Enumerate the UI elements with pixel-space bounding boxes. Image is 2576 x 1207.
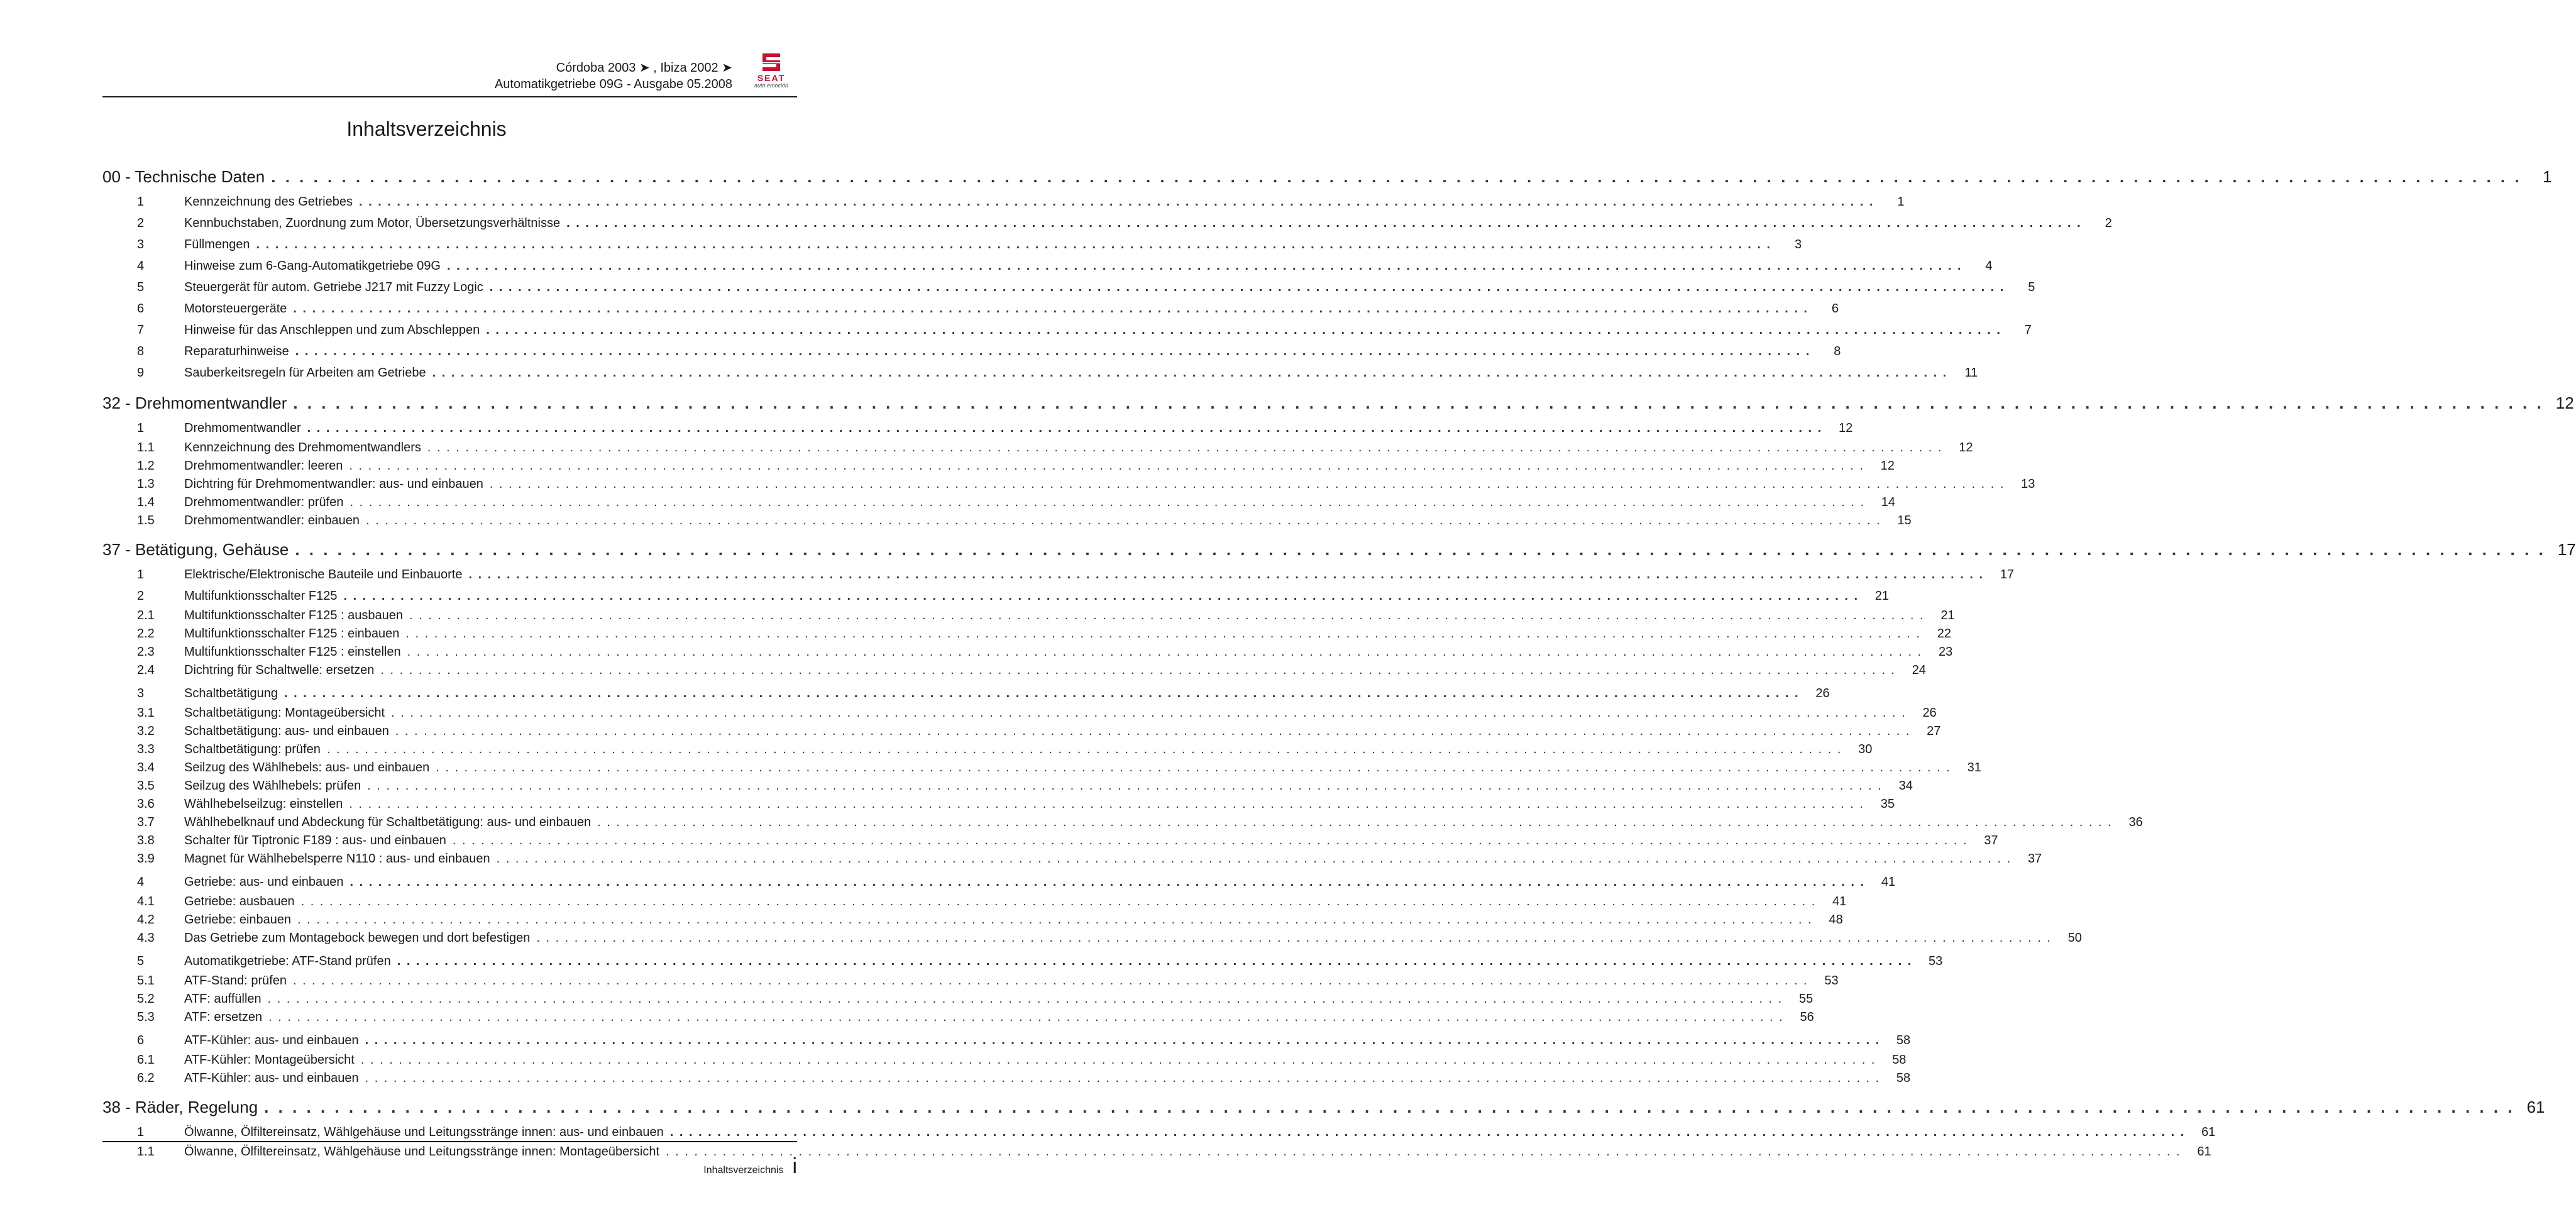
toc-entry[interactable] [102, 1008, 1814, 1027]
toc-entry-number: 2.4 [137, 663, 155, 677]
table-of-contents [102, 162, 2576, 1161]
footer-page-number: i [792, 1154, 797, 1178]
toc-entry-page: 50 [2067, 931, 2082, 945]
dot-leader: . . . . . . . . . . . . . . . . . . . . . . . . . . . . . . . . . . . . . . . . . . . . . . . . . . . . . . . . . . . . . . . . . . . . . . . . . . . . . . . . . . . . . . . . . . . . . . . . . . . . . . . . . . . . . . . . . . . . . . . . . . . . . . . . . . . . . . . . . . . . . . . . . . . . . . . . . . . . . . . . [395, 724, 1911, 738]
toc-entry-number: 3 [137, 238, 145, 251]
toc-entry-number: 3.9 [137, 852, 155, 866]
toc-entry-title: Schaltbetätigung: prüfen [184, 742, 321, 756]
toc-entry-page: 61 [2526, 1098, 2545, 1116]
toc-entry-title: Seilzug des Wählhebels: prüfen [184, 779, 361, 793]
toc-entry-page: 36 [2128, 815, 2143, 829]
toc-entry[interactable] [102, 191, 1905, 212]
seat-logo [746, 52, 797, 89]
dot-leader: . . . . . . . . . . . . . . . . . . . . . . . . . . . . . . . . . . . . . . . . . . . . . . . . . . . . . . . . . . . . . . . . . . . . . . . . . . . . . . . . . . . . . . . . . . . . . . . . . . . . . . . . . . . . . . . . . . . . . . . . . . . . . . . . . . . . . . . . . . . . . . . . . . . . . . . . . . . . . . . . [293, 394, 2544, 412]
dot-leader: . . . . . . . . . . . . . . . . . . . . . . . . . . . . . . . . . . . . . . . . . . . . . . . . . . . . . . . . . . . . . . . . . . . . . . . . . . . . . . . . . . . . . . . . . . . . . . . . . . . . . . . . . . . . . . . . . . . . . . . . . . . . . . . . . . . . . . . . . . . . . . . . . . . . . . . . . . . . . . . . [307, 421, 1823, 435]
toc-entry-number: 3.2 [137, 724, 155, 738]
logo-tagline: auto emoción [754, 82, 789, 89]
dot-leader: . . . . . . . . . . . . . . . . . . . . . . . . . . . . . . . . . . . . . . . . . . . . . . . . . . . . . . . . . . . . . . . . . . . . . . . . . . . . . . . . . . . . . . . . . . . . . . . . . . . . . . . . . . . . . . . . . . . . . . . . . . . . . . . . . . . . . . . . . . . . . . . . . . . . . . . . . . . . . . . . [326, 742, 1842, 756]
toc-entry[interactable] [102, 1051, 1907, 1069]
header-model-line: Córdoba 2003 ➤ , Ibiza 2002 ➤ [556, 61, 732, 75]
toc-entry-number: 6 [137, 1033, 145, 1047]
toc-entry-title: Kennbuchstaben, Zuordnung zum Motor, Übersetzungsverhältnisse [184, 216, 561, 230]
dot-leader: . . . . . . . . . . . . . . . . . . . . . . . . . . . . . . . . . . . . . . . . . . . . . . . . . . . . . . . . . . . . . . . . . . . . . . . . . . . . . . . . . . . . . . . . . . . . . . . . . . . . . . . . . . . . . . . . . . . . . . . . . . . . . . . . . . . . . . . . . . . . . . . . . . . . . . . . . . . . . . . . [536, 931, 2052, 945]
toc-entry[interactable] [102, 661, 1926, 680]
page-header [102, 60, 797, 99]
toc-entry[interactable] [102, 741, 1873, 759]
toc-entry-title: 37 - Betätigung, Gehäuse [102, 540, 289, 559]
toc-entry-title: ATF-Kühler: aus- und einbauen [184, 1071, 359, 1085]
toc-entry-page: 21 [1940, 609, 1955, 622]
toc-entry-title: Multifunktionsschalter F125 : einstellen [184, 645, 401, 659]
dot-leader: . . . . . . . . . . . . . . . . . . . . . . . . . . . . . . . . . . . . . . . . . . . . . . . . . . . . . . . . . . . . . . . . . . . . . . . . . . . . . . . . . . . . . . . . . . . . . . . . . . . . . . . . . . . . . . . . . . . . . . . . . . . . . . . . . . . . . . . . . . . . . . . . . . . . . . . . . . . . . . . . [293, 974, 1808, 988]
toc-entry-title: Steuergerät für autom. Getriebe J217 mit Fuzzy Logic [184, 280, 483, 294]
toc-entry[interactable] [102, 643, 1953, 661]
toc-entry-page: 56 [1800, 1010, 1814, 1024]
toc-entry[interactable] [102, 1143, 2211, 1161]
toc-entry-number: 3.5 [137, 779, 155, 793]
dot-leader: . . . . . . . . . . . . . . . . . . . . . . . . . . . . . . . . . . . . . . . . . . . . . . . . . . . . . . . . . . . . . . . . . . . . . . . . . . . . . . . . . . . . . . . . . . . . . . . . . . . . . . . . . . . . . . . . . . . . . . . . . . . . . . . . . . . . . . . . . . . . . . . . . . . . . . . . . . . . . . . . [295, 344, 1811, 358]
dot-leader: . . . . . . . . . . . . . . . . . . . . . . . . . . . . . . . . . . . . . . . . . . . . . . . . . . . . . . . . . . . . . . . . . . . . . . . . . . . . . . . . . . . . . . . . . . . . . . . . . . . . . . . . . . . . . . . . . . . . . . . . . . . . . . . . . . . . . . . . . . . . . . . . . . . . . . . . . . . . . . . . [295, 540, 2546, 559]
toc-entry[interactable] [102, 813, 2143, 832]
toc-entry[interactable] [102, 585, 1890, 607]
toc-entry-number: 6.1 [137, 1053, 155, 1067]
toc-entry-page: 23 [1938, 645, 1953, 659]
toc-entry[interactable] [102, 439, 1973, 457]
toc-entry[interactable] [102, 607, 1955, 625]
toc-entry[interactable] [102, 1093, 2545, 1122]
toc-entry[interactable] [102, 457, 1895, 475]
toc-entry[interactable] [102, 234, 1802, 255]
toc-entry-title: Wählhebelseilzug: einstellen [184, 797, 343, 811]
toc-entry[interactable] [102, 298, 1839, 319]
toc-entry-number: 5.1 [137, 974, 155, 988]
toc-entry-number: 5 [137, 280, 145, 294]
toc-entry-page: 41 [1881, 875, 1896, 889]
toc-entry[interactable] [102, 493, 1896, 512]
toc-entry-title: ATF-Kühler: Montageübersicht [184, 1053, 355, 1067]
toc-entry-page: 48 [1829, 913, 1843, 927]
toc-entry-page: 34 [1898, 779, 1913, 793]
toc-entry[interactable] [102, 911, 1843, 929]
toc-entry-title: Drehmomentwandler: leeren [184, 459, 343, 473]
toc-entry-page: 12 [1880, 459, 1895, 473]
toc-entry-title: 32 - Drehmomentwandler [102, 394, 287, 412]
toc-entry-title: Drehmomentwandler: prüfen [184, 495, 344, 509]
dot-leader: . . . . . . . . . . . . . . . . . . . . . . . . . . . . . . . . . . . . . . . . . . . . . . . . . . . . . . . . . . . . . . . . . . . . . . . . . . . . . . . . . . . . . . . . . . . . . . . . . . . . . . . . . . . . . . . . . . . . . . . . . . . . . . . . . . . . . . . . . . . . . . . . . . . . . . . . . . . . . . . . [427, 441, 1943, 455]
dot-leader: . . . . . . . . . . . . . . . . . . . . . . . . . . . . . . . . . . . . . . . . . . . . . . . . . . . . . . . . . . . . . . . . . . . . . . . . . . . . . . . . . . . . . . . . . . . . . . . . . . . . . . . . . . . . . . . . . . . . . . . . . . . . . . . . . . . . . . . . . . . . . . . . . . . . . . . . . . . . . . . . [496, 852, 2012, 866]
dot-leader: . . . . . . . . . . . . . . . . . . . . . . . . . . . . . . . . . . . . . . . . . . . . . . . . . . . . . . . . . . . . . . . . . . . . . . . . . . . . . . . . . . . . . . . . . . . . . . . . . . . . . . . . . . . . . . . . . . . . . . . . . . . . . . . . . . . . . . . . . . . . . . . . . . . . . . . . . . . . . . . . [489, 280, 2005, 294]
toc-entry-number: 5.2 [137, 992, 155, 1006]
dot-leader: . . . . . . . . . . . . . . . . . . . . . . . . . . . . . . . . . . . . . . . . . . . . . . . . . . . . . . . . . . . . . . . . . . . . . . . . . . . . . . . . . . . . . . . . . . . . . . . . . . . . . . . . . . . . . . . . . . . . . . . . . . . . . . . . . . . . . . . . . . . . . . . . . . . . . . . . . . . . . . . . [358, 195, 1874, 209]
toc-entry-title: Getriebe: aus- und einbauen [184, 875, 344, 889]
dot-leader: . . . . . . . . . . . . . . . . . . . . . . . . . . . . . . . . . . . . . . . . . . . . . . . . . . . . . . . . . . . . . . . . . . . . . . . . . . . . . . . . . . . . . . . . . . . . . . . . . . . . . . . . . . . . . . . . . . . . . . . . . . . . . . . . . . . . . . . . . . . . . . . . . . . . . . . . . . . . . . . . [284, 686, 1800, 700]
toc-entry-title: Schaltbetätigung [184, 686, 278, 700]
toc-entry[interactable] [102, 972, 1839, 990]
toc-entry[interactable] [102, 777, 1913, 795]
toc-entry[interactable] [102, 1122, 2216, 1143]
dot-leader: . . . . . . . . . . . . . . . . . . . . . . . . . . . . . . . . . . . . . . . . . . . . . . . . . . . . . . . . . . . . . . . . . . . . . . . . . . . . . . . . . . . . . . . . . . . . . . . . . . . . . . . . . . . . . . . . . . . . . . . . . . . . . . . . . . . . . . . . . . . . . . . . . . . . . . . . . . . . . . . . [666, 1145, 2181, 1159]
toc-entry-number: 6.2 [137, 1071, 155, 1085]
toc-entry-number: 1.5 [137, 514, 155, 527]
toc-entry[interactable] [102, 704, 1937, 722]
dot-leader: . . . . . . . . . . . . . . . . . . . . . . . . . . . . . . . . . . . . . . . . . . . . . . . . . . . . . . . . . . . . . . . . . . . . . . . . . . . . . . . . . . . . . . . . . . . . . . . . . . . . . . . . . . . . . . . . . . . . . . . . . . . . . . . . . . . . . . . . . . . . . . . . . . . . . . . . . . . . . . . . [349, 797, 1864, 811]
toc-entry-page: 53 [1929, 954, 1943, 968]
toc-entry[interactable] [102, 1030, 1911, 1051]
toc-entry-page: 17 [2557, 540, 2576, 559]
toc-entry[interactable] [102, 951, 1943, 972]
logo-wordmark: SEAT [757, 73, 786, 83]
toc-entry-page: 55 [1798, 992, 1814, 1006]
toc-entry[interactable] [102, 535, 2576, 564]
toc-entry-number: 7 [137, 323, 145, 337]
page-title: Inhaltsverzeichnis [346, 118, 507, 140]
toc-entry[interactable] [102, 277, 2035, 298]
dot-leader: . . . . . . . . . . . . . . . . . . . . . . . . . . . . . . . . . . . . . . . . . . . . . . . . . . . . . . . . . . . . . . . . . . . . . . . . . . . . . . . . . . . . . . . . . . . . . . . . . . . . . . . . . . . . . . . . . . . . . . . . . . . . . . . . . . . . . . . . . . . . . . . . . . . . . . . . . . . . . . . . [432, 366, 1948, 380]
toc-entry-number: 2.2 [137, 627, 155, 641]
dot-leader: . . . . . . . . . . . . . . . . . . . . . . . . . . . . . . . . . . . . . . . . . . . . . . . . . . . . . . . . . . . . . . . . . . . . . . . . . . . . . . . . . . . . . . . . . . . . . . . . . . . . . . . . . . . . . . . . . . . . . . . . . . . . . . . . . . . . . . . . . . . . . . . . . . . . . . . . . . . . . . . . [380, 663, 1896, 677]
toc-entry-number: 3.8 [137, 834, 155, 847]
toc-entry-number: 4.1 [137, 895, 155, 908]
dot-leader: . . . . . . . . . . . . . . . . . . . . . . . . . . . . . . . . . . . . . . . . . . . . . . . . . . . . . . . . . . . . . . . . . . . . . . . . . . . . . . . . . . . . . . . . . . . . . . . . . . . . . . . . . . . . . . . . . . . . . . . . . . . . . . . . . . . . . . . . . . . . . . . . . . . . . . . . . . . . . . . . [268, 1010, 1784, 1024]
toc-entry-page: 17 [2000, 568, 2015, 581]
toc-entry-page: 30 [1858, 742, 1873, 756]
toc-entry-title: Drehmomentwandler [184, 421, 301, 435]
toc-entry-page: 15 [1897, 514, 1912, 527]
toc-entry-title: Elektrische/Elektronische Bauteile und Einbauorte [184, 568, 463, 581]
toc-entry-title: Füllmengen [184, 238, 250, 251]
footer-label: Inhaltsverzeichnis [703, 1165, 784, 1176]
toc-entry-title: Das Getriebe zum Montagebock bewegen und dort befestigen [184, 931, 531, 945]
toc-entry-page: 3 [1794, 238, 1802, 251]
dot-leader: . . . . . . . . . . . . . . . . . . . . . . . . . . . . . . . . . . . . . . . . . . . . . . . . . . . . . . . . . . . . . . . . . . . . . . . . . . . . . . . . . . . . . . . . . . . . . . . . . . . . . . . . . . . . . . . . . . . . . . . . . . . . . . . . . . . . . . . . . . . . . . . . . . . . . . . . . . . . . . . . [293, 302, 1808, 316]
toc-entry-page: 5 [2028, 280, 2035, 294]
toc-entry-number: 2.3 [137, 645, 155, 659]
dot-leader: . . . . . . . . . . . . . . . . . . . . . . . . . . . . . . . . . . . . . . . . . . . . . . . . . . . . . . . . . . . . . . . . . . . . . . . . . . . . . . . . . . . . . . . . . . . . . . . . . . . . . . . . . . . . . . . . . . . . . . . . . . . . . . . . . . . . . . . . . . . . . . . . . . . . . . . . . . . . . . . . [256, 238, 1772, 251]
toc-entry-number: 3.7 [137, 815, 155, 829]
header-text [495, 60, 732, 92]
toc-entry-title: Dichtring für Schaltwelle: ersetzen [184, 663, 375, 677]
toc-entry-number: 5.3 [137, 1010, 155, 1024]
toc-entry-page: 58 [1896, 1071, 1911, 1085]
toc-entry[interactable] [102, 893, 1847, 911]
dot-leader: . . . . . . . . . . . . . . . . . . . . . . . . . . . . . . . . . . . . . . . . . . . . . . . . . . . . . . . . . . . . . . . . . . . . . . . . . . . . . . . . . . . . . . . . . . . . . . . . . . . . . . . . . . . . . . . . . . . . . . . . . . . . . . . . . . . . . . . . . . . . . . . . . . . . . . . . . . . . . . . . [446, 259, 1962, 273]
toc-entry[interactable] [102, 162, 2552, 191]
toc-entry-title: ATF: ersetzen [184, 1010, 263, 1024]
toc-entry-title: Drehmomentwandler: einbauen [184, 514, 360, 527]
toc-entry-title: Automatikgetriebe: ATF-Stand prüfen [184, 954, 391, 968]
toc-entry-number: 1 [137, 195, 145, 209]
toc-entry-number: 3.1 [137, 706, 155, 720]
toc-entry-title: Ölwanne, Ölfiltereinsatz, Wählgehäuse und Leitungsstränge innen: aus- und einbauen [184, 1125, 664, 1139]
toc-entry[interactable] [102, 341, 1841, 362]
toc-entry-number: 2.1 [137, 609, 155, 622]
dot-leader: . . . . . . . . . . . . . . . . . . . . . . . . . . . . . . . . . . . . . . . . . . . . . . . . . . . . . . . . . . . . . . . . . . . . . . . . . . . . . . . . . . . . . . . . . . . . . . . . . . . . . . . . . . . . . . . . . . . . . . . . . . . . . . . . . . . . . . . . . . . . . . . . . . . . . . . . . . . . . . . . [264, 1098, 2515, 1116]
toc-entry-title: Seilzug des Wählhebels: aus- und einbauen [184, 761, 430, 774]
toc-entry[interactable] [102, 722, 1941, 741]
toc-entry-page: 37 [2027, 852, 2042, 866]
dot-leader: . . . . . . . . . . . . . . . . . . . . . . . . . . . . . . . . . . . . . . . . . . . . . . . . . . . . . . . . . . . . . . . . . . . . . . . . . . . . . . . . . . . . . . . . . . . . . . . . . . . . . . . . . . . . . . . . . . . . . . . . . . . . . . . . . . . . . . . . . . . . . . . . . . . . . . . . . . . . . . . . [367, 779, 1883, 793]
toc-entry-title: Schalter für Tiptronic F189 : aus- und einbauen [184, 834, 446, 847]
toc-entry-number: 3 [137, 686, 145, 700]
toc-entry-title: Multifunktionsschalter F125 : ausbauen [184, 609, 403, 622]
toc-entry-page: 41 [1832, 895, 1847, 908]
dot-leader: . . . . . . . . . . . . . . . . . . . . . . . . . . . . . . . . . . . . . . . . . . . . . . . . . . . . . . . . . . . . . . . . . . . . . . . . . . . . . . . . . . . . . . . . . . . . . . . . . . . . . . . . . . . . . . . . . . . . . . . . . . . . . . . . . . . . . . . . . . . . . . . . . . . . . . . . . . . . . . . . [297, 913, 1813, 927]
seat-s-emblem-icon [759, 52, 783, 73]
toc-entry-number: 4 [137, 875, 145, 889]
toc-entry[interactable] [102, 795, 1895, 813]
toc-entry-page: 4 [1985, 259, 1993, 273]
toc-entry[interactable] [102, 362, 1978, 383]
toc-entry-title: Magnet für Wählhebelsperre N110 : aus- und einbauen [184, 852, 490, 866]
dot-leader: . . . . . . . . . . . . . . . . . . . . . . . . . . . . . . . . . . . . . . . . . . . . . . . . . . . . . . . . . . . . . . . . . . . . . . . . . . . . . . . . . . . . . . . . . . . . . . . . . . . . . . . . . . . . . . . . . . . . . . . . . . . . . . . . . . . . . . . . . . . . . . . . . . . . . . . . . . . . . . . . [397, 954, 1913, 968]
toc-entry-number: 1 [137, 1125, 145, 1139]
toc-entry-number: 1.4 [137, 495, 155, 509]
toc-entry-title: Dichtring für Drehmomentwandler: aus- und einbauen [184, 477, 483, 491]
toc-entry-page: 13 [2021, 477, 2035, 491]
toc-entry-page: 58 [1896, 1033, 1911, 1047]
toc-entry-page: 21 [1874, 589, 1890, 603]
page-footer [703, 1155, 797, 1177]
toc-entry-number: 9 [137, 366, 145, 380]
toc-entry-page: 12 [1838, 421, 1853, 435]
dot-leader: . . . . . . . . . . . . . . . . . . . . . . . . . . . . . . . . . . . . . . . . . . . . . . . . . . . . . . . . . . . . . . . . . . . . . . . . . . . . . . . . . . . . . . . . . . . . . . . . . . . . . . . . . . . . . . . . . . . . . . . . . . . . . . . . . . . . . . . . . . . . . . . . . . . . . . . . . . . . . . . . [405, 627, 1921, 641]
toc-entry-page: 35 [1880, 797, 1895, 811]
toc-entry-number: 1.1 [137, 1145, 155, 1159]
toc-entry-page: 61 [2197, 1145, 2211, 1159]
toc-entry[interactable] [102, 512, 1912, 530]
toc-entry[interactable] [102, 319, 2032, 341]
toc-entry[interactable] [102, 929, 2082, 947]
toc-entry-number: 1.1 [137, 441, 155, 455]
toc-entry-title: Hinweise für das Anschleppen und zum Abschleppen [184, 323, 480, 337]
toc-entry-page: 11 [1964, 366, 1978, 380]
toc-entry[interactable] [102, 832, 1998, 850]
toc-entry-page: 6 [1831, 302, 1839, 316]
toc-entry-title: ATF: auffüllen [184, 992, 261, 1006]
toc-entry[interactable] [102, 871, 1896, 893]
toc-entry-title: Motorsteuergeräte [184, 302, 287, 316]
toc-entry-page: 22 [1937, 627, 1951, 641]
dot-leader: . . . . . . . . . . . . . . . . . . . . . . . . . . . . . . . . . . . . . . . . . . . . . . . . . . . . . . . . . . . . . . . . . . . . . . . . . . . . . . . . . . . . . . . . . . . . . . . . . . . . . . . . . . . . . . . . . . . . . . . . . . . . . . . . . . . . . . . . . . . . . . . . . . . . . . . . . . . . . . . . [409, 609, 1925, 622]
dot-leader: . . . . . . . . . . . . . . . . . . . . . . . . . . . . . . . . . . . . . . . . . . . . . . . . . . . . . . . . . . . . . . . . . . . . . . . . . . . . . . . . . . . . . . . . . . . . . . . . . . . . . . . . . . . . . . . . . . . . . . . . . . . . . . . . . . . . . . . . . . . . . . . . . . . . . . . . . . . . . . . . [597, 815, 2113, 829]
dot-leader: . . . . . . . . . . . . . . . . . . . . . . . . . . . . . . . . . . . . . . . . . . . . . . . . . . . . . . . . . . . . . . . . . . . . . . . . . . . . . . . . . . . . . . . . . . . . . . . . . . . . . . . . . . . . . . . . . . . . . . . . . . . . . . . . . . . . . . . . . . . . . . . . . . . . . . . . . . . . . . . . [436, 761, 1951, 774]
toc-entry-title: Sauberkeitsregeln für Arbeiten am Getriebe [184, 366, 426, 380]
toc-entry-number: 4.3 [137, 931, 155, 945]
dot-leader: . . . . . . . . . . . . . . . . . . . . . . . . . . . . . . . . . . . . . . . . . . . . . . . . . . . . . . . . . . . . . . . . . . . . . . . . . . . . . . . . . . . . . . . . . . . . . . . . . . . . . . . . . . . . . . . . . . . . . . . . . . . . . . . . . . . . . . . . . . . . . . . . . . . . . . . . . . . . . . . . [366, 514, 1881, 527]
toc-entry[interactable] [102, 1069, 1911, 1088]
toc-entry-page: 26 [1922, 706, 1937, 720]
toc-entry[interactable] [102, 255, 1993, 277]
dot-leader: . . . . . . . . . . . . . . . . . . . . . . . . . . . . . . . . . . . . . . . . . . . . . . . . . . . . . . . . . . . . . . . . . . . . . . . . . . . . . . . . . . . . . . . . . . . . . . . . . . . . . . . . . . . . . . . . . . . . . . . . . . . . . . . . . . . . . . . . . . . . . . . . . . . . . . . . . . . . . . . . [267, 992, 1783, 1006]
footer-divider [102, 1141, 797, 1142]
toc-entry-title: Kennzeichnung des Getriebes [184, 195, 353, 209]
toc-entry-title: Getriebe: einbauen [184, 913, 292, 927]
dot-leader: . . . . . . . . . . . . . . . . . . . . . . . . . . . . . . . . . . . . . . . . . . . . . . . . . . . . . . . . . . . . . . . . . . . . . . . . . . . . . . . . . . . . . . . . . . . . . . . . . . . . . . . . . . . . . . . . . . . . . . . . . . . . . . . . . . . . . . . . . . . . . . . . . . . . . . . . . . . . . . . . [391, 706, 1907, 720]
toc-entry-page: 1 [1897, 195, 1905, 209]
toc-entry-title: Hinweise zum 6-Gang-Automatikgetriebe 09G [184, 259, 441, 273]
toc-entry-title: Getriebe: ausbauen [184, 895, 295, 908]
toc-entry-number: 2 [137, 216, 145, 230]
toc-entry[interactable] [102, 625, 1951, 643]
toc-entry-title: 00 - Technische Daten [102, 167, 265, 186]
toc-entry-number: 2 [137, 589, 145, 603]
toc-entry[interactable] [102, 475, 2035, 493]
toc-entry-page: 8 [1834, 344, 1841, 358]
dot-leader: . . . . . . . . . . . . . . . . . . . . . . . . . . . . . . . . . . . . . . . . . . . . . . . . . . . . . . . . . . . . . . . . . . . . . . . . . . . . . . . . . . . . . . . . . . . . . . . . . . . . . . . . . . . . . . . . . . . . . . . . . . . . . . . . . . . . . . . . . . . . . . . . . . . . . . . . . . . . . . . . [365, 1071, 1881, 1085]
dot-leader: . . . . . . . . . . . . . . . . . . . . . . . . . . . . . . . . . . . . . . . . . . . . . . . . . . . . . . . . . . . . . . . . . . . . . . . . . . . . . . . . . . . . . . . . . . . . . . . . . . . . . . . . . . . . . . . . . . . . . . . . . . . . . . . . . . . . . . . . . . . . . . . . . . . . . . . . . . . . . . . . [407, 645, 1923, 659]
toc-entry-page: 24 [1912, 663, 1926, 677]
header-divider [102, 96, 797, 97]
toc-entry-page: 2 [2105, 216, 2112, 230]
dot-leader: . . . . . . . . . . . . . . . . . . . . . . . . . . . . . . . . . . . . . . . . . . . . . . . . . . . . . . . . . . . . . . . . . . . . . . . . . . . . . . . . . . . . . . . . . . . . . . . . . . . . . . . . . . . . . . . . . . . . . . . . . . . . . . . . . . . . . . . . . . . . . . . . . . . . . . . . . . . . . . . . [350, 875, 1866, 889]
toc-entry-page: 12 [1959, 441, 1973, 455]
toc-entry-title: Kennzeichnung des Drehmomentwandlers [184, 441, 421, 455]
toc-entry-page: 37 [1984, 834, 1998, 847]
toc-entry-number: 3.4 [137, 761, 155, 774]
toc-entry[interactable] [102, 564, 2015, 585]
toc-entry-number: 1.2 [137, 459, 155, 473]
toc-entry-page: 26 [1815, 686, 1830, 700]
toc-entry-title: Schaltbetätigung: Montageübersicht [184, 706, 385, 720]
toc-entry-title: Multifunktionsschalter F125 : einbauen [184, 627, 400, 641]
dot-leader: . . . . . . . . . . . . . . . . . . . . . . . . . . . . . . . . . . . . . . . . . . . . . . . . . . . . . . . . . . . . . . . . . . . . . . . . . . . . . . . . . . . . . . . . . . . . . . . . . . . . . . . . . . . . . . . . . . . . . . . . . . . . . . . . . . . . . . . . . . . . . . . . . . . . . . . . . . . . . . . . [350, 495, 1866, 509]
toc-entry-page: 12 [2555, 394, 2574, 412]
dot-leader: . . . . . . . . . . . . . . . . . . . . . . . . . . . . . . . . . . . . . . . . . . . . . . . . . . . . . . . . . . . . . . . . . . . . . . . . . . . . . . . . . . . . . . . . . . . . . . . . . . . . . . . . . . . . . . . . . . . . . . . . . . . . . . . . . . . . . . . . . . . . . . . . . . . . . . . . . . . . . . . . [349, 459, 1864, 473]
toc-entry-number: 1.3 [137, 477, 155, 491]
toc-entry-page: 58 [1892, 1053, 1907, 1067]
toc-entry-number: 5 [137, 954, 145, 968]
toc-entry-title: Wählhebelknauf und Abdeckung für Schaltbetätigung: aus- und einbauen [184, 815, 592, 829]
toc-entry[interactable] [102, 389, 2574, 417]
header-edition-line: Automatikgetriebe 09G - Ausgabe 05.2008 [494, 77, 732, 91]
toc-entry[interactable] [102, 850, 2042, 868]
toc-entry-page: 1 [2543, 167, 2552, 186]
toc-entry-number: 1 [137, 421, 145, 435]
dot-leader: . . . . . . . . . . . . . . . . . . . . . . . . . . . . . . . . . . . . . . . . . . . . . . . . . . . . . . . . . . . . . . . . . . . . . . . . . . . . . . . . . . . . . . . . . . . . . . . . . . . . . . . . . . . . . . . . . . . . . . . . . . . . . . . . . . . . . . . . . . . . . . . . . . . . . . . . . . . . . . . . [452, 834, 1968, 847]
dot-leader: . . . . . . . . . . . . . . . . . . . . . . . . . . . . . . . . . . . . . . . . . . . . . . . . . . . . . . . . . . . . . . . . . . . . . . . . . . . . . . . . . . . . . . . . . . . . . . . . . . . . . . . . . . . . . . . . . . . . . . . . . . . . . . . . . . . . . . . . . . . . . . . . . . . . . . . . . . . . . . . . [343, 589, 1859, 603]
dot-leader: . . . . . . . . . . . . . . . . . . . . . . . . . . . . . . . . . . . . . . . . . . . . . . . . . . . . . . . . . . . . . . . . . . . . . . . . . . . . . . . . . . . . . . . . . . . . . . . . . . . . . . . . . . . . . . . . . . . . . . . . . . . . . . . . . . . . . . . . . . . . . . . . . . . . . . . . . . . . . . . . [486, 323, 2001, 337]
dot-leader: . . . . . . . . . . . . . . . . . . . . . . . . . . . . . . . . . . . . . . . . . . . . . . . . . . . . . . . . . . . . . . . . . . . . . . . . . . . . . . . . . . . . . . . . . . . . . . . . . . . . . . . . . . . . . . . . . . . . . . . . . . . . . . . . . . . . . . . . . . . . . . . . . . . . . . . . . . . . . . . . [365, 1033, 1881, 1047]
toc-entry-page: 7 [2024, 323, 2032, 337]
toc-entry-title: Ölwanne, Ölfiltereinsatz, Wählgehäuse und Leitungsstränge innen: Montageübersicht [184, 1145, 660, 1159]
toc-entry[interactable] [102, 212, 2112, 234]
toc-entry-title: 38 - Räder, Regelung [102, 1098, 258, 1116]
toc-entry-title: Reparaturhinweise [184, 344, 289, 358]
toc-entry-title: Multifunktionsschalter F125 [184, 589, 338, 603]
dot-leader: . . . . . . . . . . . . . . . . . . . . . . . . . . . . . . . . . . . . . . . . . . . . . . . . . . . . . . . . . . . . . . . . . . . . . . . . . . . . . . . . . . . . . . . . . . . . . . . . . . . . . . . . . . . . . . . . . . . . . . . . . . . . . . . . . . . . . . . . . . . . . . . . . . . . . . . . . . . . . . . . [566, 216, 2082, 230]
toc-entry-number: 1 [137, 568, 145, 581]
toc-entry-page: 31 [1967, 761, 1981, 774]
toc-entry-number: 4.2 [137, 913, 155, 927]
toc-entry[interactable] [102, 759, 1981, 777]
dot-leader: . . . . . . . . . . . . . . . . . . . . . . . . . . . . . . . . . . . . . . . . . . . . . . . . . . . . . . . . . . . . . . . . . . . . . . . . . . . . . . . . . . . . . . . . . . . . . . . . . . . . . . . . . . . . . . . . . . . . . . . . . . . . . . . . . . . . . . . . . . . . . . . . . . . . . . . . . . . . . . . . [300, 895, 1817, 908]
toc-entry-number: 6 [137, 302, 145, 316]
toc-entry[interactable] [102, 417, 1853, 439]
toc-entry-page: 61 [2201, 1125, 2216, 1139]
dot-leader: . . . . . . . . . . . . . . . . . . . . . . . . . . . . . . . . . . . . . . . . . . . . . . . . . . . . . . . . . . . . . . . . . . . . . . . . . . . . . . . . . . . . . . . . . . . . . . . . . . . . . . . . . . . . . . . . . . . . . . . . . . . . . . . . . . . . . . . . . . . . . . . . . . . . . . . . . . . . . . . . [468, 568, 1984, 581]
dot-leader: . . . . . . . . . . . . . . . . . . . . . . . . . . . . . . . . . . . . . . . . . . . . . . . . . . . . . . . . . . . . . . . . . . . . . . . . . . . . . . . . . . . . . . . . . . . . . . . . . . . . . . . . . . . . . . . . . . . . . . . . . . . . . . . . . . . . . . . . . . . . . . . . . . . . . . . . . . . . . . . . [360, 1053, 1876, 1067]
toc-entry-number: 8 [137, 344, 145, 358]
toc-entry[interactable] [102, 683, 1830, 704]
toc-entry-title: Schaltbetätigung: aus- und einbauen [184, 724, 389, 738]
toc-entry-number: 3.3 [137, 742, 155, 756]
toc-entry[interactable] [102, 990, 1814, 1008]
toc-entry-title: ATF-Kühler: aus- und einbauen [184, 1033, 359, 1047]
toc-entry-page: 27 [1927, 724, 1941, 738]
toc-entry-title: ATF-Stand: prüfen [184, 974, 287, 988]
toc-entry-page: 14 [1881, 495, 1896, 509]
toc-entry-number: 4 [137, 259, 145, 273]
dot-leader: . . . . . . . . . . . . . . . . . . . . . . . . . . . . . . . . . . . . . . . . . . . . . . . . . . . . . . . . . . . . . . . . . . . . . . . . . . . . . . . . . . . . . . . . . . . . . . . . . . . . . . . . . . . . . . . . . . . . . . . . . . . . . . . . . . . . . . . . . . . . . . . . . . . . . . . . . . . . . . . . [489, 477, 2005, 491]
dot-leader: . . . . . . . . . . . . . . . . . . . . . . . . . . . . . . . . . . . . . . . . . . . . . . . . . . . . . . . . . . . . . . . . . . . . . . . . . . . . . . . . . . . . . . . . . . . . . . . . . . . . . . . . . . . . . . . . . . . . . . . . . . . . . . . . . . . . . . . . . . . . . . . . . . . . . . . . . . . . . . . . [669, 1125, 2186, 1139]
dot-leader: . . . . . . . . . . . . . . . . . . . . . . . . . . . . . . . . . . . . . . . . . . . . . . . . . . . . . . . . . . . . . . . . . . . . . . . . . . . . . . . . . . . . . . . . . . . . . . . . . . . . . . . . . . . . . . . . . . . . . . . . . . . . . . . . . . . . . . . . . . . . . . . . . . . . . . . . . . . . . . . . [271, 167, 2522, 186]
toc-entry-page: 53 [1824, 974, 1839, 988]
toc-entry-number: 3.6 [137, 797, 155, 811]
